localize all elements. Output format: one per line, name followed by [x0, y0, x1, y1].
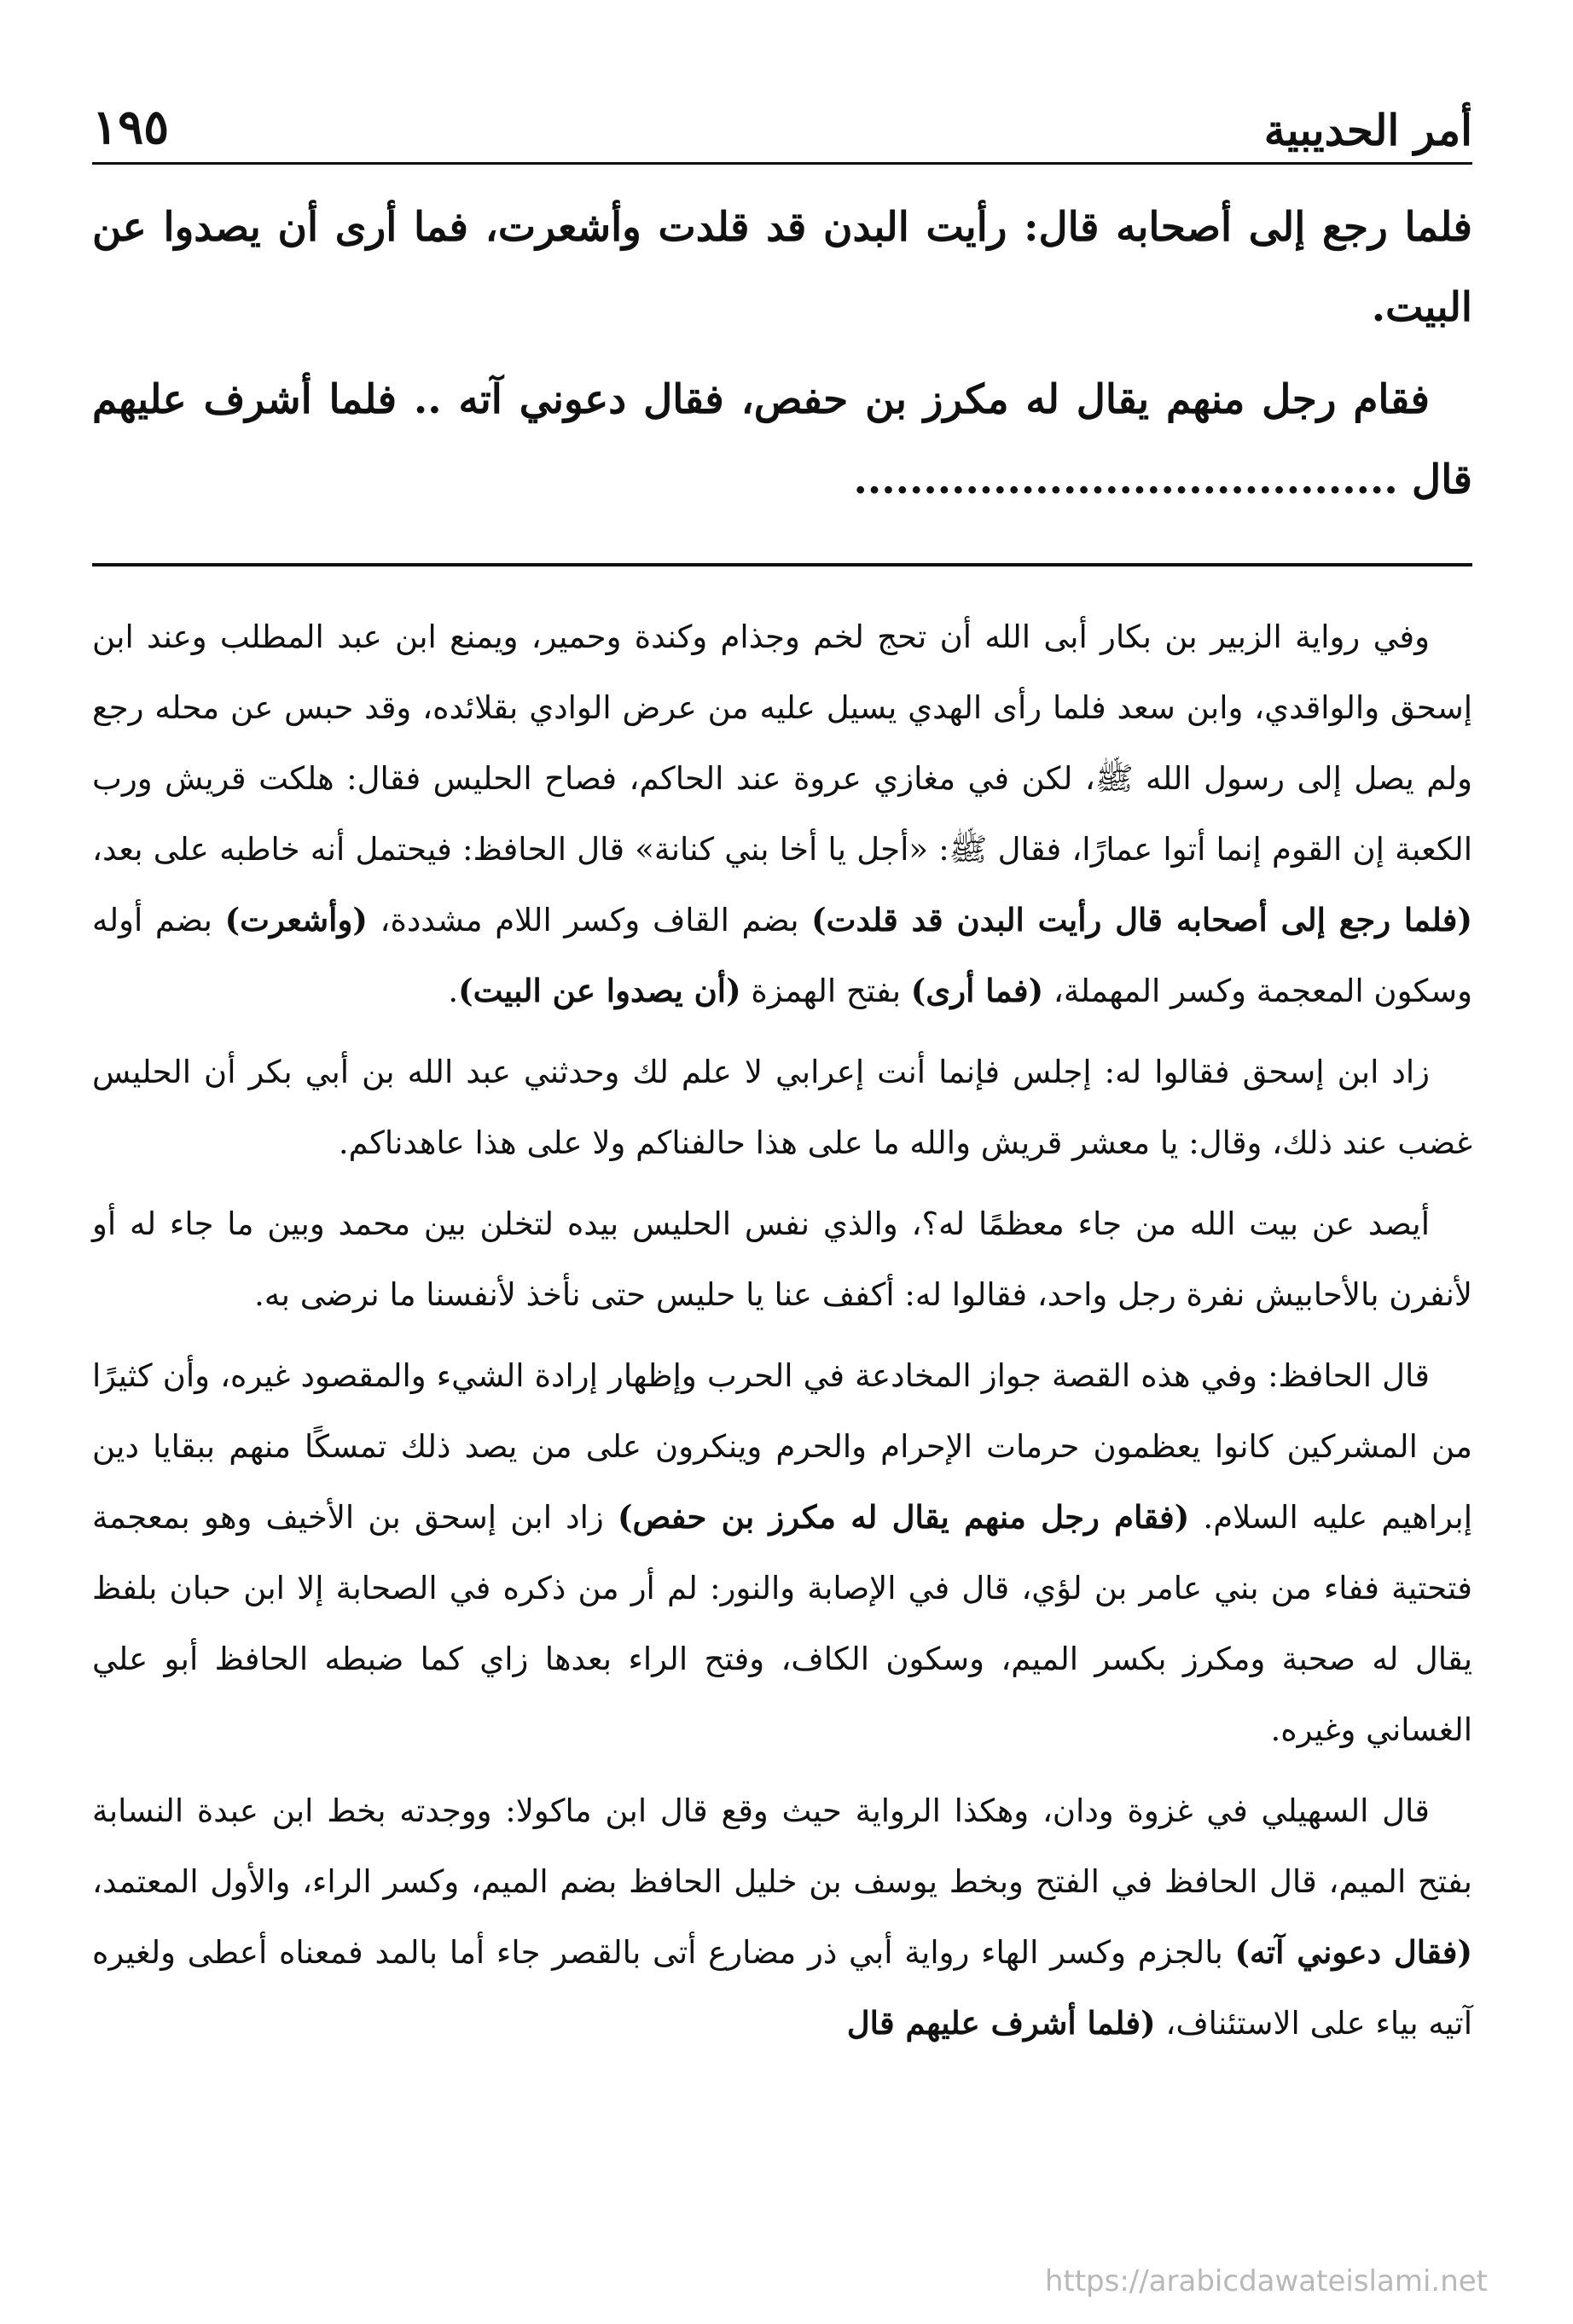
commentary-text-run: قال السهيلي في غزوة ودان، وهكذا الرواية حيث وقع قال ابن ماكولا: ووجدته بخط ابن عبدة النسابة بفتح الميم، قال الحافظ في الفتح وبخط يوسف بن خليل الحافظ بضم الميم، وكسر الراء، والأول المعتمد، — [92, 1792, 1472, 1900]
commentary-paragraph — [92, 601, 1472, 1026]
watermark-url: https://arabicdawateislami.net — [1044, 2264, 1488, 2298]
commentary-paragraph — [92, 1340, 1472, 1765]
commentary-text — [92, 601, 1472, 2069]
page-header — [92, 78, 1472, 165]
commentary-text-run: قال الحافظ: وفي هذه القصة جواز المخادعة في الحرب وإظهار إرادة الشيء والمقصود غيره، وأن كثيرًا من المشركين كانوا يعظمون حرمات الإحرام والحرم وينكرون على من يصد ذلك تمسكًا منهم ببقايا دين إبراهيم عليه السلام. — [92, 1357, 1472, 1536]
chapter-title: أمر الحديبية — [1263, 105, 1472, 155]
commentary-paragraph: أيصد عن بيت الله من جاء معظمًا له؟، والذي نفس الحليس بيده لتخلن بين محمد وبين ما جاء له أو لأنفرن بالأحابيش نفرة رجل واحد، فقالوا له: أكفف عنا يا حليس حتى نأخذ لأنفسنا ما نرضى به. — [92, 1206, 1472, 1313]
main-text — [92, 188, 1472, 532]
quoted-main-text: (وأشعرت) — [224, 901, 368, 938]
commentary-text-run: بضم أوله وسكون المعجمة وكسر المهملة، — [92, 902, 1472, 1009]
quoted-main-text: (فلما أشرف عليهم قال — [846, 2004, 1156, 2042]
section-divider — [92, 563, 1472, 566]
quoted-main-text: (فما أرى) — [910, 972, 1044, 1009]
quoted-main-text: (فقام رجل منهم يقال له مكرز بن حفص) — [617, 1498, 1190, 1536]
commentary-text-run: وفي رواية الزبير بن بكار أبى الله أن تحج لخم وجذام وكندة وحمير، ويمنع ابن عبد المطلب وعند ابن إسحق والواقدي، وابن سعد فلما رأى الهدي يسيل عليه من عرض الوادي بقلائده، وقد حبس عن محله رجع ولم يصل إلى رسول الله ﷺ، لكن في مغازي عروة عند الحاكم، فصاح الحليس فقال: هلكت قريش ورب الكعبة إن القوم إنما أتوا عمارًا، فقال ﷺ: «أجل يا أخا بني كنانة» قال الحافظ: فيحتمل أنه خاطبه على بعد، — [92, 619, 1472, 868]
main-text-paragraph: فلما رجع إلى أصحابه قال: رأيت البدن قد قلدت وأشعرت، فما أرى أن يصدوا عن البيت. — [92, 204, 1472, 331]
quoted-main-text: (فقال دعوني آته) — [1234, 1933, 1472, 1971]
quoted-main-text: (أن يصدوا عن البيت) — [458, 972, 741, 1009]
commentary-text-run: بضم القاف وكسر اللام مشددة، — [367, 902, 812, 938]
main-text-paragraph: فقام رجل منهم يقال له مكرز بن حفص، فقال دعوني آته .. فلما أشرف عليهم قال ....................................... — [92, 376, 1472, 503]
quoted-main-text: (فلما رجع إلى أصحابه قال رأيت البدن قد قلدت) — [811, 901, 1472, 938]
commentary-text-run: . — [448, 973, 459, 1009]
page-number: ١٩٥ — [92, 99, 170, 155]
commentary-paragraph — [92, 1775, 1472, 2059]
commentary-text-run: زاد ابن إسحق بن الأخيف وهو بمعجمة فتحتية ففاء من بني عامر بن لؤي، قال في الإصابة والنور: لم أر من ذكره في الصحابة إلا ابن حبان بلفظ يقال له صحبة ومكرز بكسر الميم، وسكون الكاف، وفتح الراء بعدها زاي كما ضبطه الحافظ أبو علي الغساني وغيره. — [92, 1499, 1472, 1748]
commentary-paragraph: زاد ابن إسحق فقالوا له: إجلس فإنما أنت إعرابي لا علم لك وحدثني عبد الله بن أبي بكر أن الحليس غضب عند ذلك، وقال: يا معشر قريش والله ما على هذا حالفناكم ولا على هذا عاهدناكم. — [92, 1054, 1472, 1161]
commentary-text-run: بالجزم وكسر الهاء رواية أبي ذر مضارع أتى بالقصر جاء أما بالمد فمعناه أعطى ولغيره آتيه بياء على الاستئناف، — [92, 1934, 1472, 2042]
commentary-text-run: بفتح الهمزة — [740, 973, 911, 1009]
